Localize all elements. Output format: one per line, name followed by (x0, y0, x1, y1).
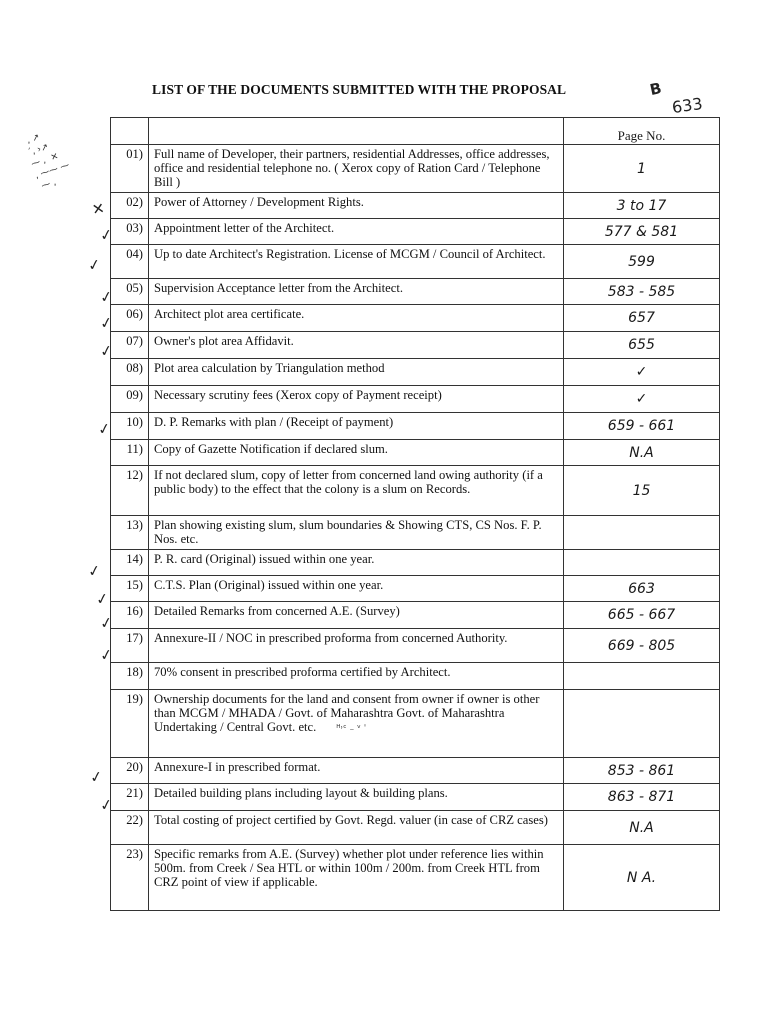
table-row: 06) Architect plot area certificate. 657 (111, 305, 720, 332)
table-row: 14) P. R. card (Original) issued within one year. (111, 550, 720, 576)
table-row: 10) D. P. Remarks with plan / (Receipt of payment) 659 - 661 (111, 413, 720, 440)
check-mark-icon: ✓ (98, 613, 115, 633)
table-row: 07) Owner's plot area Affidavit. 655 (111, 332, 720, 359)
table-row: 23) Specific remarks from A.E. (Survey) whether plot under reference lies within 500m. from Creek / Sea HTL or within 100m / 200m. from Creek HTL from CRZ point of view if applicable. N A. (111, 845, 720, 911)
handwritten-note: ᴴ˒ᶜ ₋ ᵛ ˈ (336, 724, 367, 734)
table-row: 22) Total costing of project certified by Govt. Regd. valuer (in case of CRZ cases) N.A (111, 811, 720, 845)
check-mark-icon: ✕ (90, 199, 107, 219)
table-row: 18) 70% consent in prescribed proforma certified by Architect. (111, 663, 720, 690)
table-header-row (111, 118, 720, 145)
check-mark-icon: ✓ (88, 767, 105, 787)
table-row: 11) Copy of Gazette Notification if declared slum. N.A (111, 440, 720, 466)
check-mark-icon: ✓ (94, 589, 111, 609)
stamp-number: 633 (670, 93, 704, 118)
check-mark-icon: ✓ (98, 287, 115, 307)
table-row: 03) Appointment letter of the Architect. 577 & 581 (111, 219, 720, 245)
page-title: LIST OF THE DOCUMENTS SUBMITTED WITH THE PROPOSAL (152, 82, 567, 97)
table-row: 09) Necessary scrutiny fees (Xerox copy of Payment receipt) ✓ (111, 386, 720, 413)
table-row: 19) Ownership documents for the land and consent from owner if owner is other than MCGM / MHADA / Govt. of Maharashtra Govt. of Maharashtra Undertaking / Central Govt. etc. ᴴ˒ᶜ ₋ ᵛ ˈ (111, 690, 720, 758)
table-row: 17) Annexure-II / NOC in prescribed proforma from concerned Authority. 669 - 805 (111, 629, 720, 663)
check-mark-icon: ✓ (98, 225, 115, 245)
table-row: 16) Detailed Remarks from concerned A.E. (Survey) 665 - 667 (111, 602, 720, 629)
table-row: 04) Up to date Architect's Registration. License of MCGM / Council of Architect. 599 (111, 245, 720, 279)
table-row: 05) Supervision Acceptance letter from the Architect. 583 - 585 (111, 279, 720, 305)
check-mark-icon: ✓ (98, 645, 115, 665)
table-row: 21) Detailed building plans including layout & building plans. 863 - 871 (111, 784, 720, 811)
table-row: 08) Plot area calculation by Triangulation method ✓ (111, 359, 720, 386)
table-row: 20) Annexure-I in prescribed format. 853 - 861 (111, 758, 720, 784)
table-row: 13) Plan showing existing slum, slum boundaries & Showing CTS, CS Nos. F. P. Nos. etc. (111, 516, 720, 550)
margin-scribble: ‚ ↗ ´‚ ›↗ ⁓ ‚ ✕ ‚ ⁓⁓ ⁓ ⁓ ‚ (19, 132, 71, 194)
table-row: 02) Power of Attorney / Development Rights. 3 to 17 (111, 193, 720, 219)
check-mark-icon: ✓ (98, 313, 115, 333)
documents-table (110, 117, 720, 911)
table-row: 12) If not declared slum, copy of letter from concerned land owing authority (if a public body) to the effect that the colony is a slum on Records. 15 (111, 466, 720, 516)
check-mark-icon: ✓ (96, 419, 113, 439)
check-mark-icon: ✓ (98, 341, 115, 361)
check-mark-icon: ✓ (86, 255, 103, 275)
check-mark-icon: ✓ (86, 561, 103, 581)
stamp-letter: B (648, 79, 664, 99)
table-row: 01) Full name of Developer, their partners, residential Addresses, office addresses, office and residential telephone no. ( Xerox copy of Ration Card / Telephone Bill ) 1 (111, 145, 720, 193)
page-no-header: Page No. (564, 118, 720, 145)
table-row: 15) C.T.S. Plan (Original) issued within one year. 663 (111, 576, 720, 602)
check-mark-icon: ✓ (98, 795, 115, 815)
